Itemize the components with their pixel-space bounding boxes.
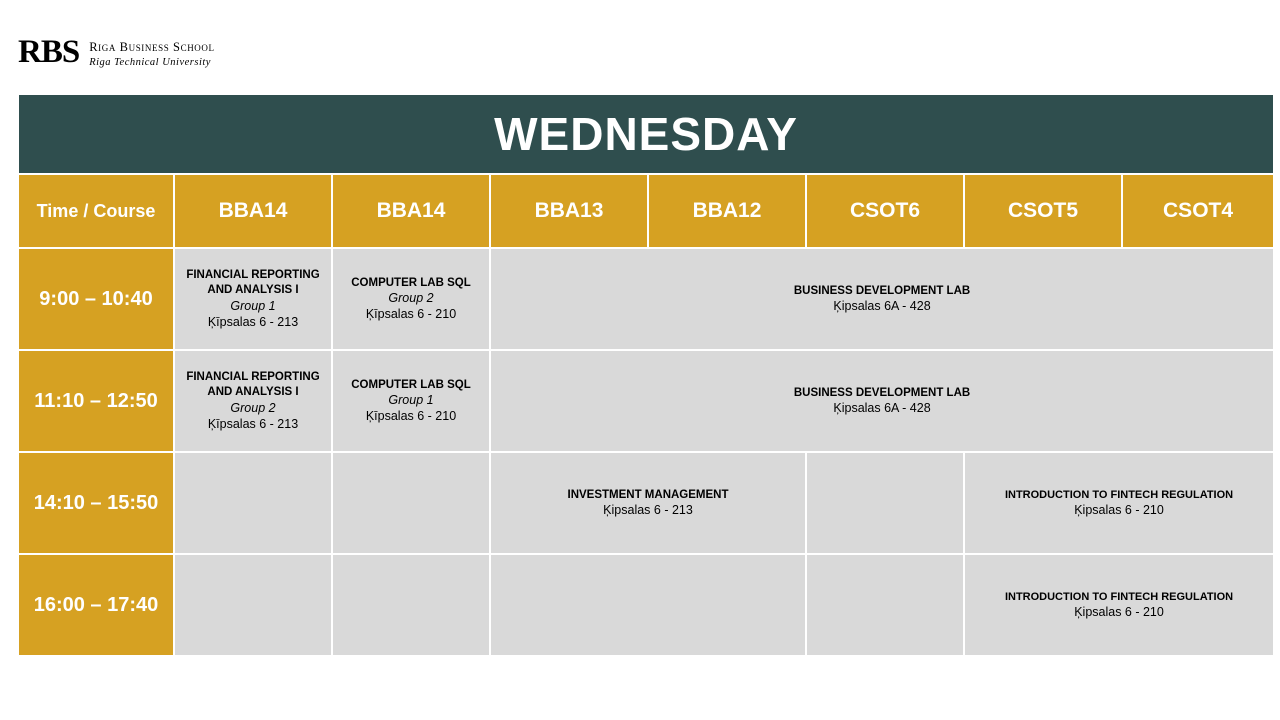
class-cell-r3-fintech-regulation[interactable] (965, 453, 1273, 553)
column-header-csot6: CSOT6 (807, 175, 963, 247)
column-header-bba14-a: BBA14 (175, 175, 331, 247)
day-title: WEDNESDAY (19, 95, 1273, 173)
class-cell-r1-bba14a[interactable] (175, 249, 331, 349)
class-cell-r3-csot6-empty[interactable] (807, 453, 963, 553)
course-name: INTRODUCTION TO FINTECH REGULATION (1004, 488, 1234, 501)
course-group: Group 1 (230, 298, 276, 313)
course-room: Ķipsalas 6A - 428 (833, 401, 931, 416)
time-slot-2: 11:10 – 12:50 (19, 351, 173, 451)
course-name: COMPUTER LAB SQL (351, 378, 471, 391)
course-name: INVESTMENT MANAGEMENT (567, 488, 729, 501)
class-cell-r4-csot6-empty[interactable] (807, 555, 963, 655)
table-row (19, 249, 1273, 349)
class-cell-r1-bba14b[interactable] (333, 249, 489, 349)
class-cell-r1-business-development-lab[interactable] (491, 249, 1273, 349)
course-name: FINANCIAL REPORTING AND ANALYSIS I (186, 371, 320, 398)
time-slot-4: 16:00 – 17:40 (19, 555, 173, 655)
schedule-table-wrapper (17, 93, 1263, 657)
time-slot-1: 9:00 – 10:40 (19, 249, 173, 349)
table-row (19, 351, 1273, 451)
course-room: Ķīpsalas 6 - 210 (365, 307, 457, 322)
course-name: FINANCIAL REPORTING AND ANALYSIS I (186, 269, 320, 296)
logo-mark: RBS (18, 34, 80, 70)
title-row (19, 95, 1273, 173)
column-header-csot4: CSOT4 (1123, 175, 1273, 247)
schedule-table (17, 93, 1275, 657)
logo-text (89, 36, 214, 69)
column-header-csot5: CSOT5 (965, 175, 1121, 247)
class-cell-r4-fintech-regulation[interactable] (965, 555, 1273, 655)
course-group: Group 1 (388, 393, 434, 408)
course-name: BUSINESS DEVELOPMENT LAB (793, 284, 971, 297)
course-room: Ķipsalas 6 - 210 (1074, 605, 1164, 620)
course-group: Group 2 (230, 400, 276, 415)
column-header-time: Time / Course (19, 175, 173, 247)
rbs-logo (18, 36, 215, 69)
class-cell-r2-bba14a[interactable] (175, 351, 331, 451)
column-header-bba14-b: BBA14 (333, 175, 489, 247)
course-room: Ķīpsalas 6 - 210 (365, 409, 457, 424)
logo-school-name: Riga Business School (89, 40, 215, 54)
table-row (19, 453, 1273, 553)
column-header-bba12: BBA12 (649, 175, 805, 247)
course-name: COMPUTER LAB SQL (351, 276, 471, 289)
course-group: Group 2 (388, 291, 434, 306)
logo-university-name: Riga Technical University (89, 56, 211, 68)
class-cell-r4-bba14b-empty[interactable] (333, 555, 489, 655)
header-row (19, 175, 1273, 247)
class-cell-r2-bba14b[interactable] (333, 351, 489, 451)
column-header-bba13: BBA13 (491, 175, 647, 247)
course-name: INTRODUCTION TO FINTECH REGULATION (1004, 590, 1234, 603)
course-room: Ķīpsalas 6 - 213 (207, 416, 299, 431)
course-room: Ķipsalas 6 - 210 (1074, 503, 1164, 518)
course-name: BUSINESS DEVELOPMENT LAB (793, 386, 971, 399)
class-cell-r3-bba14a-empty[interactable] (175, 453, 331, 553)
table-row (19, 555, 1273, 655)
course-room: Ķipsalas 6 - 213 (603, 503, 693, 518)
course-room: Ķīpsalas 6 - 213 (207, 314, 299, 329)
class-cell-r4-bba14a-empty[interactable] (175, 555, 331, 655)
class-cell-r4-bba13-bba12-empty[interactable] (491, 555, 805, 655)
class-cell-r3-investment-management[interactable] (491, 453, 805, 553)
course-room: Ķipsalas 6A - 428 (833, 299, 931, 314)
time-slot-3: 14:10 – 15:50 (19, 453, 173, 553)
class-cell-r2-business-development-lab[interactable] (491, 351, 1273, 451)
class-cell-r3-bba14b-empty[interactable] (333, 453, 489, 553)
